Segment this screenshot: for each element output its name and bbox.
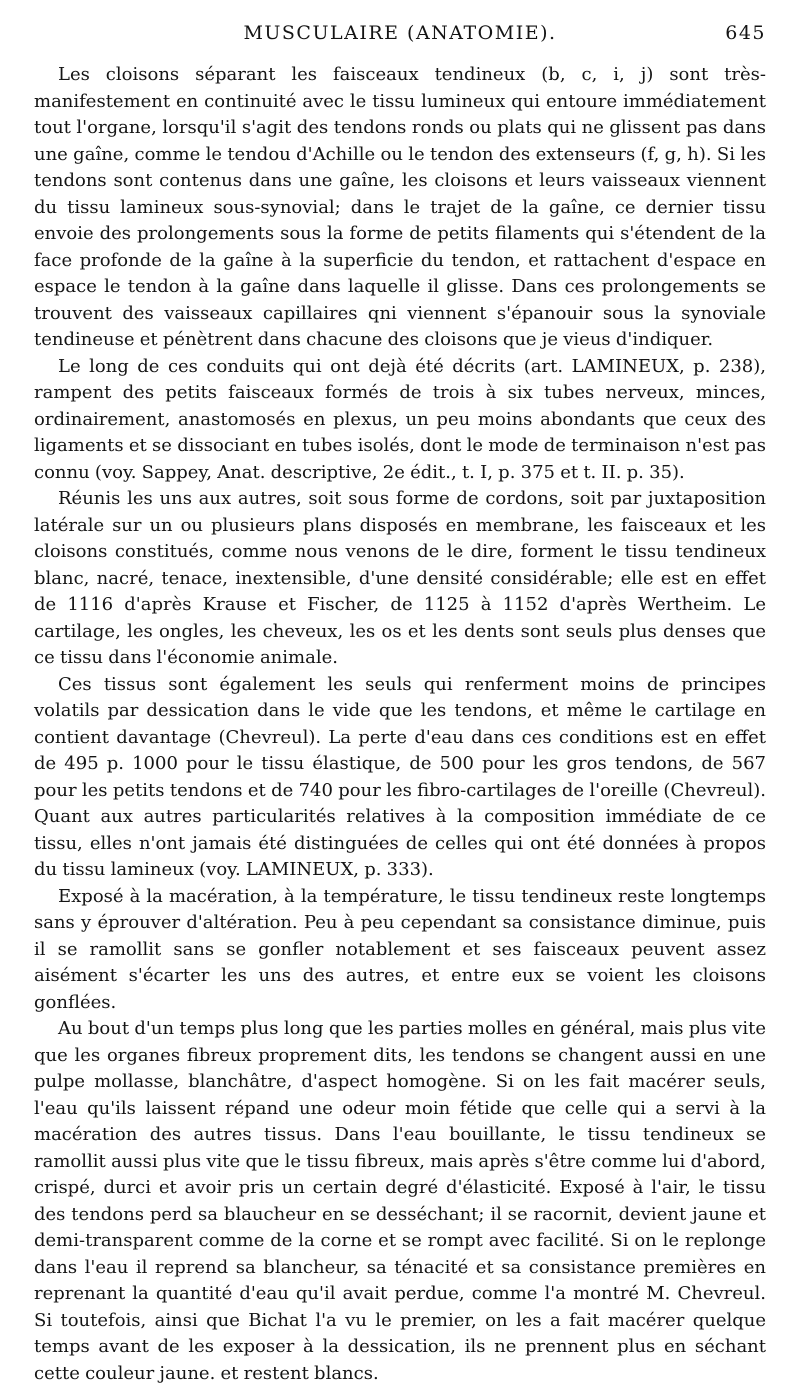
body-text — [34, 62, 766, 1387]
paragraph-nerve-bundles: Le long de ces conduits qui ont dejà été décrits (art. LAMINEUX, p. 238), rampent des petits faisceaux formés de trois à six tubes nerveux, minces, ordinairement, anastomosés en plexus, un peu moins abondants que ceux des ligaments et se dissociant en tubes isolés, dont le mode de terminaison n'est pas connu (voy. Sappey, Anat. descriptive, 2e édit., t. I, p. 375 et t. II. p. 35). — [34, 355, 766, 483]
paragraph-volatile-principles: Ces tissus sont également les seuls qui renferment moins de principes volatils par dessication dans le vide que les tendons, et même le cartilage en contient davantage (Chevreul). La perte d'eau dans ces conditions est en effet de 495 p. 1000 pour le tissu élastique, de 500 pour les gros tendons, de 567 pour les petits tendons et de 740 pour les fibro-cartilages de l'oreille (Chevreul). Quant aux autres particularités relatives à la composition immédiate de ce tissu, elles n'ont jamais été distinguées de celles qui ont été données à propos du tissu lamineux (voy. LAMINEUX, p. 333). — [34, 673, 766, 880]
running-title: MUSCULAIRE (ANATOMIE). — [243, 22, 557, 44]
running-head — [34, 22, 766, 52]
paragraph-boiling-and-drying: Au bout d'un temps plus long que les parties molles en général, mais plus vite que les organes fibreux proprement dits, les tendons se changent aussi en une pulpe mollasse, blanchâtre, d'aspect homogène. Si on les fait macérer seuls, l'eau qu'ils laissent répand une odeur moin fétide que celle qui a servi à la macération des autres tissus. Dans l'eau bouillante, le tissu tendineux se ramollit aussi plus vite que le tissu fibreux, mais après s'être comme lui d'abord, crispé, durci et avoir pris un certain degré d'élasticité. Exposé à l'air, le tissu des tendons perd sa blaucheur en se desséchant; il se racornit, devient jaune et demi-transparent comme de la corne et se rompt avec facilité. Si on le replonge dans l'eau il reprend sa blancheur, sa ténacité et sa consistance premières en reprenant la quantité d'eau qu'il avait perdue, comme l'a montré M. Chevreul. Si toutefois, ainsi que Bichat l'a vu le premier, on les a fait macérer quelque temps avant de les exposer à la dessication, ils ne prennent plus en séchant cette couleur jaune. et restent blancs. — [34, 1018, 766, 1384]
document-page — [34, 22, 766, 1387]
page-number: 645 — [725, 22, 766, 44]
paragraph-tendon-septa: Les cloisons séparant les faisceaux tendineux (b, c, i, j) sont très-manifestement en continuité avec le tissu lumineux qui entoure immédiatement tout l'organe, lorsqu'il s'agit des tendons ronds ou plats qui ne glissent pas dans une gaîne, comme le tendou d'Achille ou le tendon des extenseurs (f, g, h). Si les tendons sont contenus dans une gaîne, les cloisons et leurs vaisseaux viennent du tissu lamineux sous-synovial; dans le trajet de la gaîne, ce dernier tissu envoie des prolongements sous la forme de petits filaments qui s'étendent de la face profonde de la gaîne à la superficie du tendon, et rattachent d'espace en espace le tendon à la gaîne dans laquelle il glisse. Dans ces prolongements se trouvent des vaisseaux capillaires qni viennent s'épanouir sous la synoviale tendineuse et pénètrent dans chacune des cloisons que je vieus d'indiquer. — [34, 64, 766, 350]
paragraph-maceration: Exposé à la macération, à la température, le tissu tendineux reste longtemps sans y éprouver d'altération. Peu à peu cependant sa consistance diminue, puis il se ramollit sans se gonfler notablement et ses faisceaux peuvent assez aisément s'écarter les uns des autres, et entre eux se voient les cloisons gonflées. — [34, 885, 766, 1013]
paragraph-tissue-density: Réunis les uns aux autres, soit sous forme de cordons, soit par juxtaposition latérale sur un ou plusieurs plans disposés en membrane, les faisceaux et les cloisons constitués, comme nous venons de le dire, forment le tissu tendineux blanc, nacré, tenace, inextensible, d'une densité considérable; elle est en effet de 1116 d'après Krause et Fischer, de 1125 à 1152 d'après Wertheim. Le cartilage, les ongles, les cheveux, les os et les dents sont seuls plus denses que ce tissu dans l'économie animale. — [34, 488, 766, 668]
